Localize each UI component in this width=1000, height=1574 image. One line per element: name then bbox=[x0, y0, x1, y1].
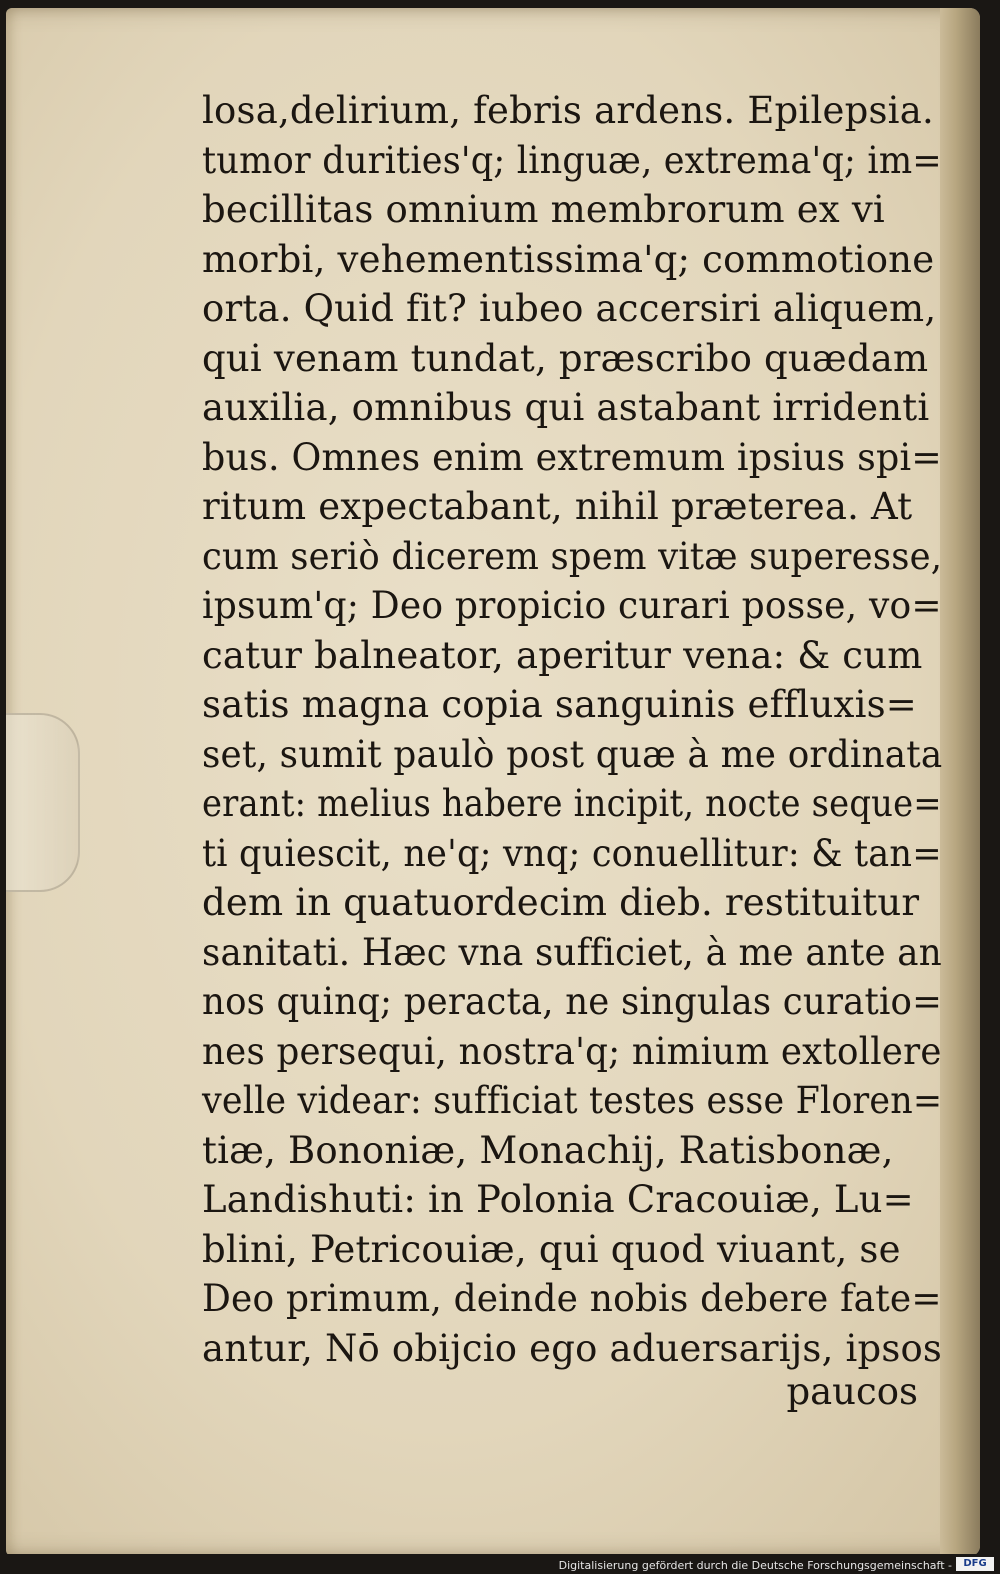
text-line: becillitas omnium membrorum ex vi bbox=[202, 188, 885, 231]
text-line: auxilia, omnibus qui astabant irridenti bbox=[202, 386, 930, 429]
text-line: antur, Nō obijcio ego aduersarijs, ipsos bbox=[202, 1326, 943, 1370]
text-line: tiæ, Bononiæ, Monachij, Ratisbonæ, bbox=[202, 1128, 894, 1172]
text-line: ti quiescit, ne'q; vnq; conuellitur: & tan= bbox=[202, 831, 942, 875]
text-line: qui venam tundat, præscribo quædam bbox=[202, 336, 929, 380]
text-line: ritum expectabant, nihil præterea. At bbox=[202, 485, 913, 528]
page-clip bbox=[6, 713, 80, 892]
text-line: cum seriò dicerem spem vitæ superesse, bbox=[202, 534, 943, 578]
text-line: blini, Petricouiæ, qui quod viuant, se bbox=[202, 1227, 901, 1271]
text-line: dem in quatuordecim dieb. restituitur bbox=[202, 881, 920, 924]
text-line: nes persequi, nostra'q; nimium extollere bbox=[202, 1029, 942, 1073]
text-line: morbi, vehementissima'q; commotione bbox=[202, 237, 935, 281]
text-line: tumor durities'q; linguæ, extrema'q; im= bbox=[202, 138, 942, 182]
catchword: paucos bbox=[786, 1370, 918, 1413]
book-page bbox=[6, 8, 980, 1556]
text-line: Landishuti: in Polonia Cracouiæ, Lu= bbox=[202, 1178, 914, 1221]
text-line: catur balneator, aperitur vena: & cum bbox=[202, 633, 923, 677]
footer-bar bbox=[0, 1554, 1000, 1574]
text-line: satis magna copia sanguinis effluxis= bbox=[202, 683, 917, 726]
page-text bbox=[202, 86, 942, 1373]
dfg-logo: DFG bbox=[956, 1557, 994, 1571]
text-line: velle videar: sufficiat testes esse Floren= bbox=[202, 1079, 943, 1122]
text-line: bus. Omnes enim extremum ipsius spi= bbox=[202, 435, 942, 479]
text-line: sanitati. Hæc vna sufficiet, à me ante an bbox=[202, 930, 942, 974]
book-spine bbox=[940, 8, 980, 1556]
text-line: nos quinq; peracta, ne singulas curatio= bbox=[202, 980, 943, 1023]
text-line: ipsum'q; Deo propicio curari posse, vo= bbox=[202, 584, 942, 627]
text-line: orta. Quid fit? iubeo accersiri aliquem, bbox=[202, 287, 937, 330]
text-line: losa,delirium, febris ardens. Epilepsia. bbox=[202, 89, 934, 132]
text-line: erant: melius habere incipit, nocte seque= bbox=[202, 782, 942, 825]
text-line: Deo primum, deinde nobis debere fate= bbox=[202, 1277, 942, 1320]
text-line: set, sumit paulò post quæ à me ordinata bbox=[202, 732, 943, 776]
footer-credit: Digitalisierung gefördert durch die Deutsche Forschungsgemeinschaft - bbox=[558, 1559, 952, 1572]
